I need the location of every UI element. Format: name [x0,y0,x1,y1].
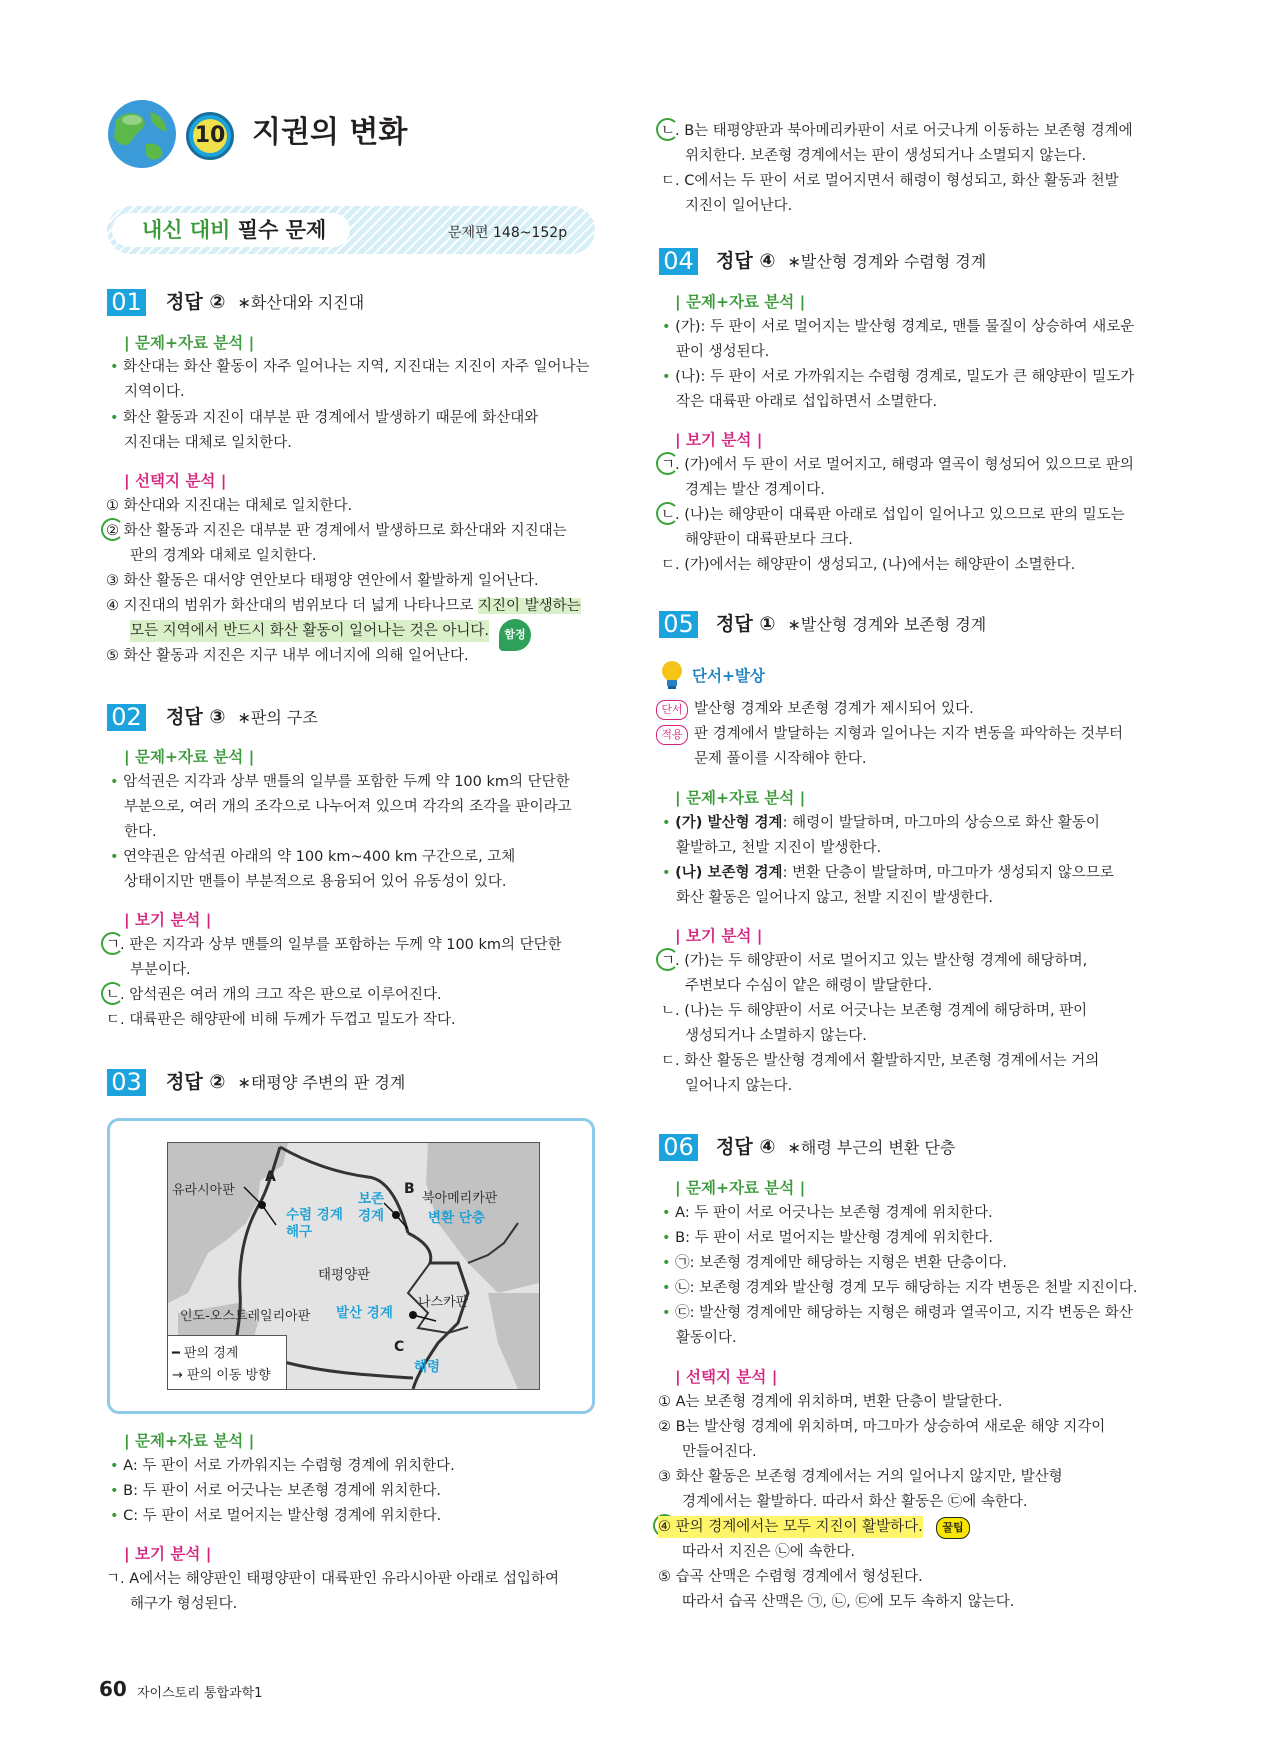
q01-topic: ∗화산대와 지진대 [237,293,365,312]
q02-view-1-cont: 부분이다. [130,962,191,978]
chapter-title: 지권의 변화 [252,115,408,150]
q03-data-line: • B: 두 판이 서로 어긋나는 보존형 경계에 위치한다. [110,1483,442,1499]
q01-data-line: 지진대는 대체로 일치한다. [124,435,292,451]
legend-move: → 판의 이동 방향 [172,1368,271,1383]
q06-data-line: 활동이다. [676,1330,737,1346]
q02-view-label: | 보기 분석 | [124,911,212,929]
q01-choice-5: ⑤ 화산 활동과 지진은 지구 내부 에너지에 의해 일어난다. [106,648,469,664]
q05-clue: 발산형 경계와 보존형 경계가 제시되어 있다. [694,701,974,717]
map-label-fault: 변환 단층 [428,1210,485,1226]
map-legend [168,1335,287,1390]
map-label-north-america: 북아메리카판 [422,1191,498,1206]
q06-choice-5-cont: 따라서 습곡 산맥은 ㉠, ㉡, ㉢에 모두 속하지 않는다. [682,1594,1015,1610]
q02-data-line: 부분으로, 여러 개의 조각으로 나누어져 있으며 각각의 조각을 판이라고 [124,799,572,815]
q02-view-3: ㄷ. 대륙판은 해양판에 비해 두께가 두껍고 밀도가 작다. [106,1012,456,1028]
q06-data-line: • ㉢: 발산형 경계에만 해당하는 지형은 해령과 열곡이고, 지각 변동은 화산 [662,1305,1133,1321]
q04-view-1-cont: 경계는 발산 경계이다. [685,482,825,498]
q06-number: 06 [659,1134,698,1161]
q04-data-label: | 문제+자료 분석 | [675,293,806,311]
q05-data-line: • (가) 발산형 경계: 해령이 발달하며, 마그마의 상승으로 화산 활동이 [662,815,1100,831]
q06-data-line: • A: 두 판이 서로 어긋나는 보존형 경계에 위치한다. [662,1205,993,1221]
page-number: 60 [99,1677,127,1701]
chapter-number-inner: 10 [193,119,227,153]
q03-number: 03 [107,1069,146,1096]
q06-choice-3: ③ 화산 활동은 보존형 경계에서는 거의 일어나지 않지만, 발산형 [658,1469,1063,1485]
q04-view-3: ㄷ. (가)에서는 해양판이 생성되고, (나)에서는 해양판이 소멸한다. [661,557,1076,573]
q06-choice-3-cont: 경계에서는 활발하다. 따라서 화산 활동은 ㉢에 속한다. [682,1494,1028,1510]
map-label-C: C [394,1339,405,1355]
q04-view-label: | 보기 분석 | [675,431,763,449]
q01-choice-2: ② 화산 활동과 지진은 대부분 판 경계에서 발생하므로 화산대와 지진대는 [106,523,567,539]
q03-heading [166,1069,405,1096]
q04-view-2-cont: 해양판이 대륙판보다 크다. [685,532,853,548]
q01-data-line: • 화산대는 화산 활동이 자주 일어나는 지역, 지진대는 지진이 자주 일어나는 [110,359,590,375]
q01-choice-4-cont: 모든 지역에서 반드시 화산 활동이 일어나는 것은 아니다. [130,620,489,642]
map-label-B: B [404,1181,415,1197]
q01-heading [166,289,364,316]
q04-answer: 정답 ④ [716,250,776,272]
q02-heading [166,704,318,731]
q02-data-line: 상태이지만 맨틀이 부분적으로 용융되어 있어 유동성이 있다. [124,874,507,890]
q01-choice-4: ④ 지진대의 범위가 화산대의 범위보다 더 넓게 나타나므로 지진이 발생하는 [106,598,581,614]
q04-data-line: 작은 대륙판 아래로 섭입하면서 소멸한다. [676,394,938,410]
highlight-text: 지진이 발생하는 [478,598,581,614]
plate-map [167,1142,540,1390]
map-label-ridge: 해령 [414,1359,441,1375]
q02-topic: ∗판의 구조 [237,708,318,727]
q06-topic: ∗해령 부근의 변환 단층 [787,1138,956,1157]
map-label-eurasia: 유라시아판 [172,1183,235,1198]
q06-choice-4: ④ 판의 경계에서는 모두 지진이 활발하다. [658,1516,923,1538]
q03-answer: 정답 ② [166,1071,226,1093]
q04-data-line: • (가): 두 판이 서로 멀어지는 발산형 경계로, 맨틀 물질이 상승하여 새로운 [662,319,1135,335]
q01-choice-2-cont: 판의 경계와 대체로 일치한다. [130,548,317,564]
book-title: 자이스토리 통합과학1 [137,1686,263,1701]
q05-data-line: • (나) 보존형 경계: 변환 단층이 발달하며, 마그마가 생성되지 않으므로 [662,865,1114,881]
q06-data-line: • B: 두 판이 서로 멀어지는 발산형 경계에 위치한다. [662,1230,994,1246]
q04-heading [716,248,986,275]
q05-view-1-cont: 주변보다 수심이 얕은 해령이 발달한다. [685,978,933,994]
q04-topic: ∗발산형 경계와 수렴형 경계 [787,252,987,271]
map-label-divergent: 발산 경계 [336,1305,393,1321]
q04-view-1: ㄱ. (가)에서 두 판이 서로 멀어지고, 해령과 열곡이 형성되어 있으므로 판의 [661,457,1134,473]
q03-view-3: ㄷ. C에서는 두 판이 서로 멀어지면서 해령이 형성되고, 화산 활동과 천발 [661,173,1119,189]
q05-heading [716,611,986,638]
q03-view-1-cont: 해구가 형성된다. [130,1596,238,1612]
legend-boundary: ━ 판의 경계 [172,1346,239,1361]
q03-topic: ∗태평양 주변의 판 경계 [237,1073,406,1092]
q06-choice-2: ② B는 발산형 경계에 위치하며, 마그마가 상승하여 새로운 해양 지각이 [658,1419,1106,1435]
q02-data-line: 한다. [124,824,157,840]
q06-choice-1: ① A는 보존형 경계에 위치하며, 변환 단층이 발달한다. [658,1394,1003,1410]
q02-view-1: ㄱ. 판은 지각과 상부 맨틀의 일부를 포함하는 두께 약 100 km의 단단한 [106,937,562,953]
q03-data-label: | 문제+자료 분석 | [124,1432,255,1450]
q05-dansuh-title: 단서+발상 [692,667,765,685]
q05-view-2-cont: 생성되거나 소멸하지 않는다. [685,1028,867,1044]
q02-view-2: ㄴ. 암석권은 여러 개의 크고 작은 판으로 이루어진다. [106,987,442,1003]
banner-title-b: 필수 문제 [237,218,327,242]
q03-view-label: | 보기 분석 | [124,1545,212,1563]
q05-view-1: ㄱ. (가)는 두 해양판이 서로 멀어지고 있는 발산형 경계에 해당하며, [661,953,1088,969]
q03-view-2-cont: 위치한다. 보존형 경계에서는 판이 생성되거나 소멸되지 않는다. [685,148,1087,164]
q03-view-3-cont: 지진이 일어난다. [685,198,793,214]
q05-data-line: 화산 활동은 일어나지 않고, 천발 지진이 발생한다. [676,890,994,906]
q02-data-line: • 연약권은 암석권 아래의 약 100 km~400 km 구간으로, 고체 [110,849,516,865]
tip-badge: 꿀팁 [936,1517,970,1539]
q01-answer: 정답 ② [166,291,226,313]
q06-choice-4-cont: 따라서 지진은 ㉡에 속한다. [682,1544,856,1560]
q05-view-3-cont: 일어나지 않는다. [685,1078,793,1094]
trap-badge: 함정 [499,619,531,651]
q01-data-label: | 문제+자료 분석 | [124,334,255,352]
q05-view-label: | 보기 분석 | [675,927,763,945]
map-label-A: A [265,1169,276,1185]
q05-data-line: 활발하고, 천발 지진이 발생한다. [676,840,882,856]
clue-tag: 단서 [656,700,688,720]
q06-choice-2-cont: 만들어진다. [682,1444,757,1460]
q01-data-line: • 화산 활동과 지진이 대부분 판 경계에서 발생하기 때문에 화산대와 [110,410,539,426]
q06-data-line: • ㉡: 보존형 경계와 발산형 경계 모두 해당하는 지각 변동은 천발 지진이다. [662,1280,1138,1296]
q01-data-line: 지역이다. [124,384,185,400]
q04-data-line: • (나): 두 판이 서로 가까워지는 수렴형 경계로, 밀도가 큰 해양판이 밀도가 [662,369,1135,385]
q02-data-line: • 암석권은 지각과 상부 맨틀의 일부를 포함한 두께 약 100 km의 단단한 [110,774,570,790]
q02-number: 02 [107,704,146,731]
q05-apply: 판 경계에서 발달하는 지형과 일어나는 지각 변동을 파악하는 것부터 [694,726,1124,742]
q01-number: 01 [107,289,146,316]
map-label-transform: 보존 경계 [358,1191,385,1224]
q06-heading [716,1134,955,1161]
map-label-indo-aus: 인도-오스트레일리아판 [180,1309,311,1324]
q03-data-line: • C: 두 판이 서로 멀어지는 발산형 경계에 위치한다. [110,1508,442,1524]
lightbulb-icon [659,660,685,690]
q05-data-label: | 문제+자료 분석 | [675,789,806,807]
q05-view-2: ㄴ. (나)는 두 해양판이 서로 어긋나는 보존형 경계에 해당하며, 판이 [661,1003,1088,1019]
q05-view-3: ㄷ. 화산 활동은 발산형 경계에서 활발하지만, 보존형 경계에서는 거의 [661,1053,1100,1069]
map-label-pacific: 태평양판 [318,1267,371,1283]
q06-data-label: | 문제+자료 분석 | [675,1179,806,1197]
q02-data-label: | 문제+자료 분석 | [124,748,255,766]
map-label-convergent: 수렴 경계 해구 [286,1207,343,1240]
q06-data-line: • ㉠: 보존형 경계에만 해당하는 지형은 변환 단층이다. [662,1255,1007,1271]
apply-tag: 적용 [656,725,688,745]
q04-data-line: 판이 생성된다. [676,344,770,360]
q01-choice-1: ① 화산대와 지진대는 대체로 일치한다. [106,498,353,514]
q05-number: 05 [659,611,698,638]
q06-answer: 정답 ④ [716,1136,776,1158]
q04-view-2: ㄴ. (나)는 해양판이 대륙판 아래로 섭입이 일어나고 있으므로 판의 밀도는 [661,507,1125,523]
banner-title [142,217,326,243]
chapter-number-badge [186,112,234,160]
banner-ref: 문제편 148~152p [448,225,568,241]
q02-answer: 정답 ③ [166,706,226,728]
map-label-nazca: 나스카판 [418,1295,469,1310]
q03-data-line: • A: 두 판이 서로 가까워지는 수렴형 경계에 위치한다. [110,1458,455,1474]
q05-topic: ∗발산형 경계와 보존형 경계 [787,615,987,634]
q01-choice-label: | 선택지 분석 | [124,472,227,490]
q01-choice-3: ③ 화산 활동은 대서양 연안보다 태평양 연안에서 활발하게 일어난다. [106,573,539,589]
globe-icon [106,98,178,170]
q03-view-2: ㄴ. B는 태평양판과 북아메리카판이 서로 어긋나게 이동하는 보존형 경계에 [661,123,1133,139]
q06-choice-5: ⑤ 습곡 산맥은 수렴형 경계에서 형성된다. [658,1569,923,1585]
q05-answer: 정답 ① [716,613,776,635]
q05-apply-cont: 문제 풀이를 시작해야 한다. [694,751,867,767]
q03-view-1: ㄱ. A에서는 해양판인 태평양판이 대륙판인 유라시아판 아래로 섭입하여 [106,1571,559,1587]
q06-choice-label: | 선택지 분석 | [675,1368,778,1386]
banner-title-a: 내신 대비 [142,218,231,242]
q04-number: 04 [659,248,698,275]
